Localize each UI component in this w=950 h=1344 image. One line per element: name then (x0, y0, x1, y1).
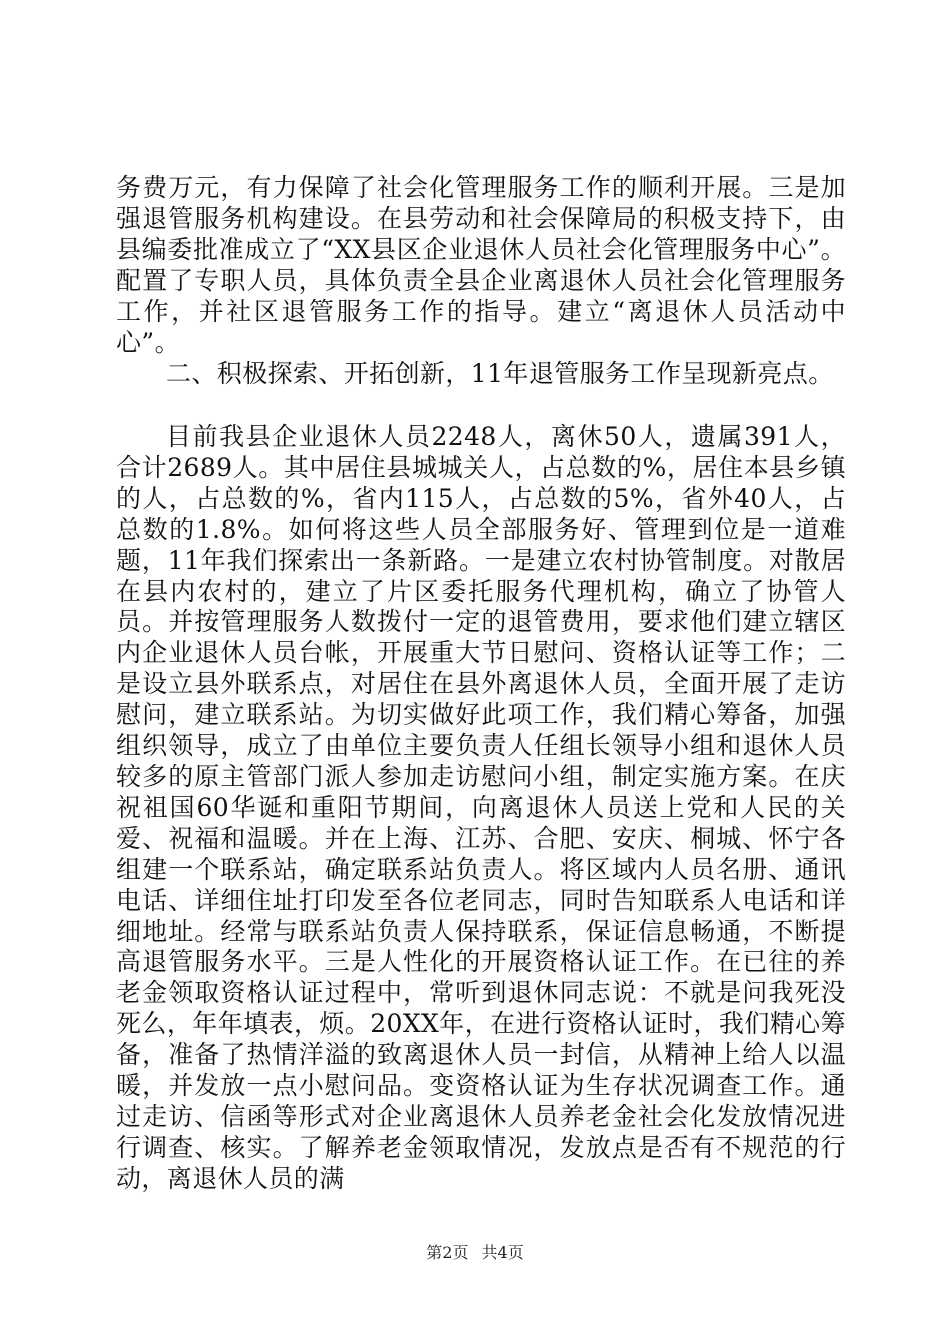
page-footer (0, 1243, 950, 1263)
body-paragraph: 目前我县企业退休人员2248人，离休50人，遗属391人，合计2689人。其中居住县城城关人，占总数的%，居住本县乡镇的人，占总数的%，省内115人，占总数的5%，省外40人，占总数的1.8%。如何将这些人员全部服务好、管理到位是一道难题，11年我们探索出一条新路。一是建立农村协管制度。对散居在县内农村的，建立了片区委托服务代理机构，确立了协管人员。并按管理服务人数拨付一定的退管费用，要求他们建立辖区内企业退休人员台帐，开展重大节日慰问、资格认证等工作；二是设立县外联系点，对居住在县外离退休人员，全面开展了走访慰问，建立联系站。为切实做好此项工作，我们精心筹备，加强组织领导，成立了由单位主要负责人任组长领导小组和退休人员较多的原主管部门派人参加走访慰问小组，制定实施方案。在庆祝祖国60华诞和重阳节期间，向离退休人员送上党和人民的关爱、祝福和温暖。并在上海、江苏、合肥、安庆、桐城、怀宁各组建一个联系站，确定联系站负责人。将区域内人员名册、通讯电话、详细住址打印发至各位老同志，同时告知联系人电话和详细地址。经常与联系站负责人保持联系，保证信息畅通，不断提高退管服务水平。三是人性化的开展资格认证工作。在已往的养老金领取资格认证过程中，常听到退休同志说：不就是问我死没死么，年年填表，烦。20XX年，在进行资格认证时，我们精心筹备，准备了热情洋溢的致离退休人员一封信，从精神上给人以温暖，并发放一点小慰问品。变资格认证为生存状况调查工作。通过走访、信函等形式对企业离退休人员养老金社会化发放情况进行调查、核实。了解养老金领取情况，发放点是否有不规范的行动，离退休人员的满 (116, 422, 846, 1193)
page-number: 第2页 (426, 1243, 469, 1262)
page-total: 共4页 (481, 1243, 524, 1262)
paragraph-continuation: 务费万元，有力保障了社会化管理服务工作的顺利开展。三是加强退管服务机构建设。在县劳动和社会保障局的积极支持下，由县编委批准成立了“XX县区企业退休人员社会化管理服务中心”。配置了专职人员，具体负责全县企业离退休人员社会化管理服务工作，并社区退管服务工作的指导。建立“离退休人员活动中心”。 (116, 173, 846, 357)
section-heading: 二、积极探索、开拓创新，11年退管服务工作呈现新亮点。 (166, 359, 834, 388)
